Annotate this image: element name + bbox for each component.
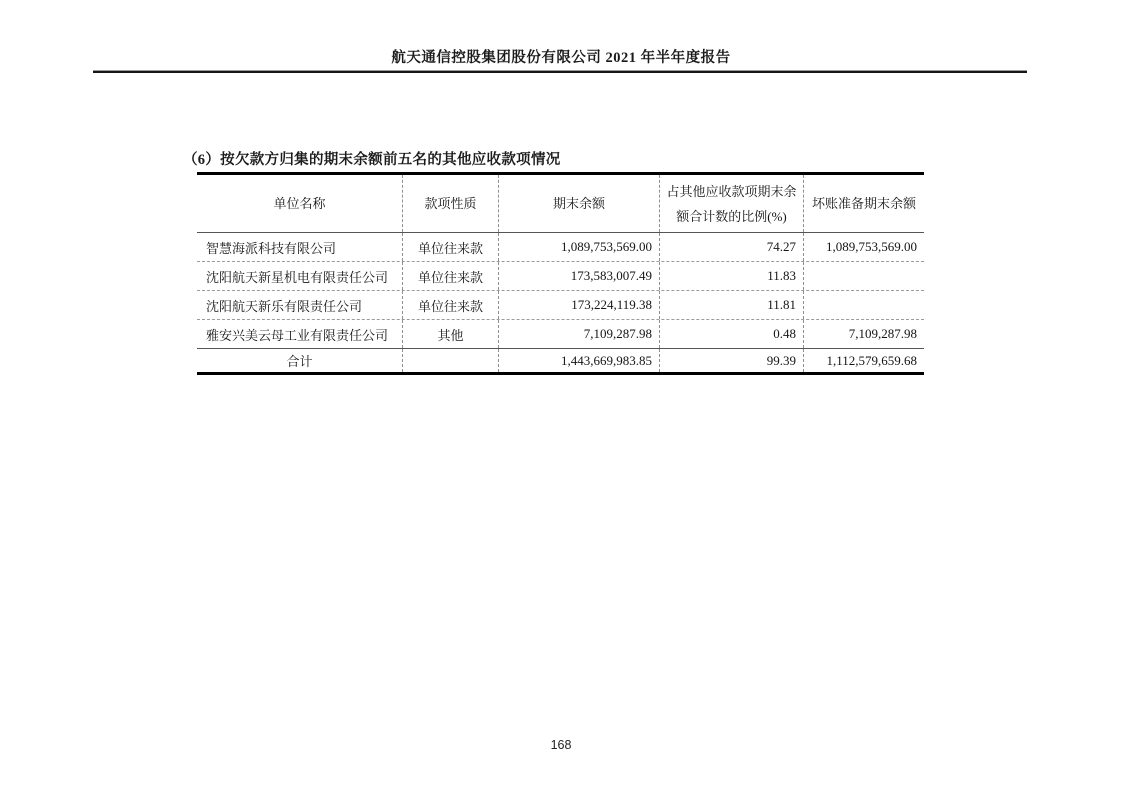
col-header-bad-debt-provision: 坏账准备期末余额: [803, 175, 924, 232]
cell-ratio: 74.27: [659, 233, 803, 261]
cell-nature: 单位往来款: [402, 262, 498, 290]
col-header-unit-name: 单位名称: [273, 196, 326, 211]
cell-nature: 单位往来款: [402, 233, 498, 261]
cell-total-bad-debt: 1,112,579,659.68: [803, 349, 924, 372]
header-divider: [93, 70, 1027, 73]
page-number: 168: [550, 738, 572, 752]
cell-bad-debt: [803, 262, 924, 290]
table-header-row: [197, 175, 924, 233]
cell-ratio: 11.83: [659, 262, 803, 290]
cell-bad-debt: [803, 291, 924, 319]
cell-ending-balance: 173,583,007.49: [498, 262, 659, 290]
cell-unit-name: 沈阳航天新星机电有限责任公司: [206, 269, 389, 285]
cell-bad-debt: 7,109,287.98: [803, 320, 924, 348]
cell-total-label: 合计: [286, 354, 313, 369]
cell-ratio: 11.81: [659, 291, 803, 319]
section-title: （6）按欠款方归集的期末余额前五名的其他应收款项情况: [183, 152, 561, 168]
other-receivables-table: [197, 172, 924, 375]
cell-total-ratio: 99.39: [659, 349, 803, 372]
report-header-title: 航天通信控股集团股份有限公司 2021 年半年度报告: [391, 50, 731, 66]
cell-unit-name: 雅安兴美云母工业有限责任公司: [206, 327, 389, 343]
cell-bad-debt: 1,089,753,569.00: [803, 233, 924, 261]
col-header-ending-balance: 期末余额: [498, 175, 659, 232]
cell-ending-balance: 7,109,287.98: [498, 320, 659, 348]
cell-total-ending-balance: 1,443,669,983.85: [498, 349, 659, 372]
cell-ending-balance: 173,224,119.38: [498, 291, 659, 319]
cell-total-nature: [402, 349, 498, 372]
cell-nature: 其他: [402, 320, 498, 348]
table-total-row: [197, 349, 924, 372]
cell-nature: 单位往来款: [402, 291, 498, 319]
cell-unit-name: 智慧海派科技有限公司: [206, 240, 337, 256]
cell-ending-balance: 1,089,753,569.00: [498, 233, 659, 261]
table-row: [197, 262, 924, 291]
col-header-nature: 款项性质: [402, 175, 498, 232]
table-row: [197, 233, 924, 262]
table-row: [197, 291, 924, 320]
cell-ratio: 0.48: [659, 320, 803, 348]
table-row: [197, 320, 924, 349]
cell-unit-name: 沈阳航天新乐有限责任公司: [206, 298, 363, 314]
col-header-ratio: 占其他应收款项期末余额合计数的比例(%): [659, 175, 803, 232]
